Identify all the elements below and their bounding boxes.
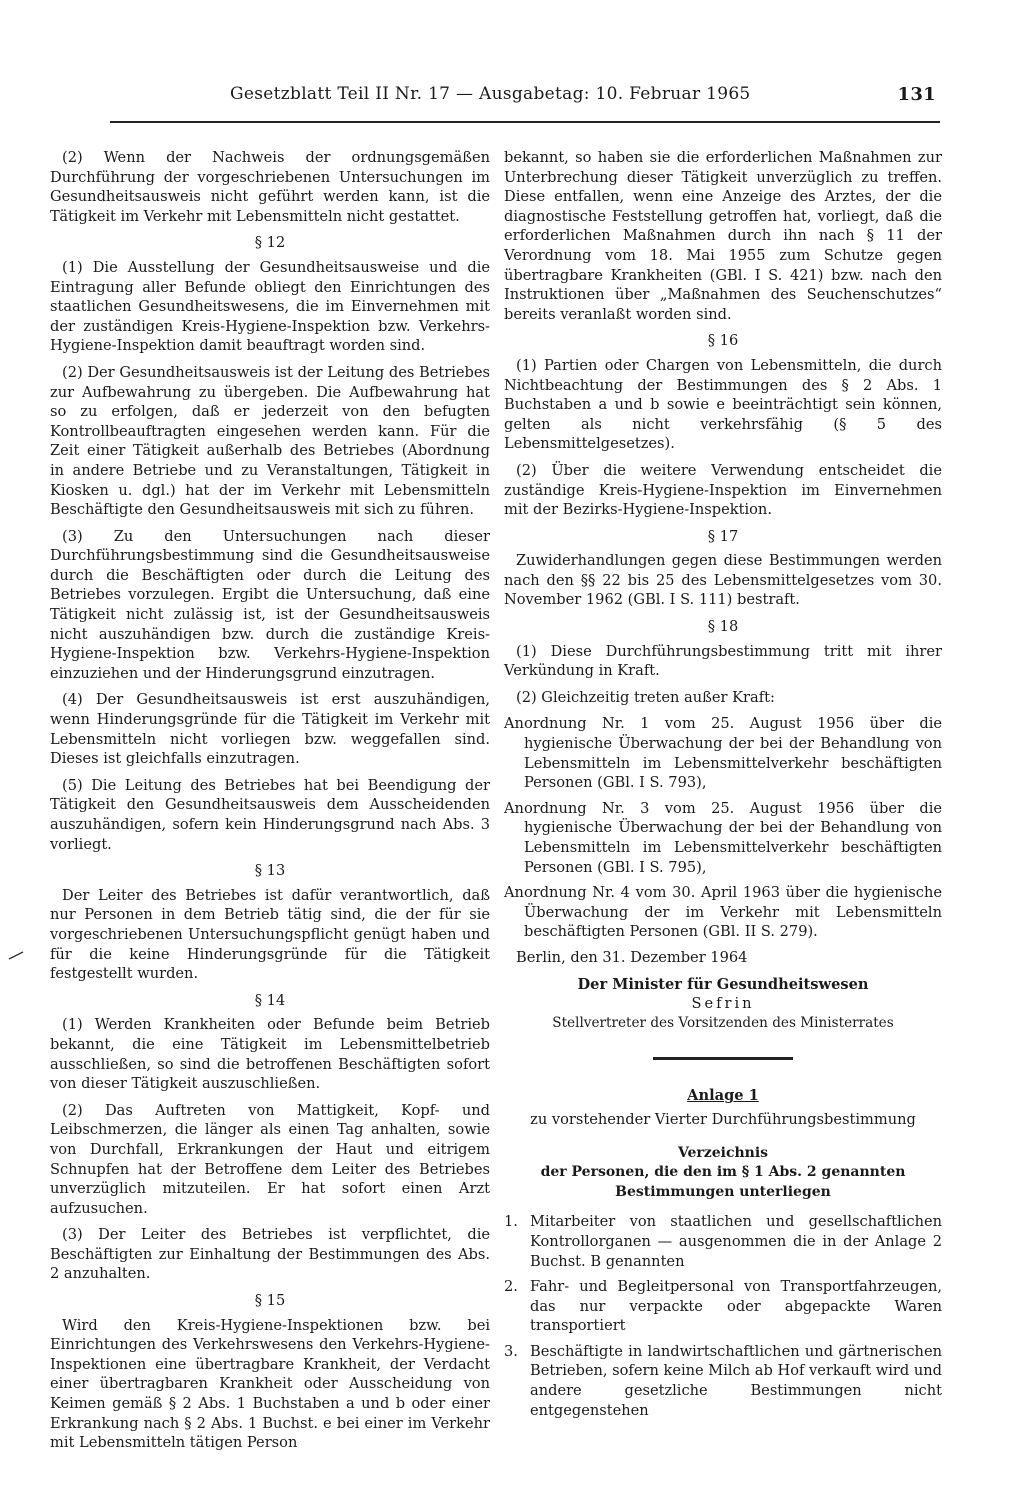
margin-mark (8, 950, 24, 960)
paragraph-s17: Zuwiderhandlungen gegen diese Bestimmungen werden nach den §§ 22 bis 25 des Lebensmittelgesetzes vom 30. November 1962 (GBl. I S. 111) bestraft. (504, 552, 942, 609)
section-18-heading: § 18 (707, 618, 739, 636)
annex-heading: Anlage 1 (687, 1087, 759, 1105)
list-item-number: 2. (504, 1278, 518, 1296)
paragraph-s14-3: (3) Der Leiter des Betriebes ist verpflichtet, die Beschäftigten zur Einhaltung der Bestimmungen des Abs. 2 anzuhalten. (50, 1226, 490, 1283)
paragraph-s12-5: (5) Die Leitung des Betriebes hat bei Beendigung der Tätigkeit den Gesundheitsausweis dem Ausscheidenden auszuhändigen, sofern kein Hinderungsgrund nach Abs. 3 vorliegt. (50, 776, 490, 853)
section-16-heading: § 16 (707, 332, 739, 350)
paragraph-s13: Der Leiter des Betriebes ist dafür verantwortlich, daß nur Personen in dem Betrieb tätig sind, die der für sie vorgeschriebenen Untersuchungspflicht genügt haben und für die keine Hinderungsgründe für die Tätigkeit festgestellt wurden. (50, 886, 490, 983)
paragraph-nachweis: (2) Wenn der Nachweis der ordnungsgemäßen Durchführung der vorgeschriebenen Untersuchungen im Gesundheitsausweis nicht geführt werden kann, ist die Tätigkeit im Verkehr mit Lebensmitteln nicht gestattet. (50, 149, 490, 225)
header-title: Gesetzblatt Teil II Nr. 17 — Ausgabetag: 10. Februar 1965 (230, 84, 751, 104)
paragraph-s14-2: (2) Das Auftreten von Mattigkeit, Kopf- und Leibschmerzen, die länger als einen Tag anhalten, sowie von Durchfall, Erkrankungen der Haut und eitrigem Schnupfen hat der Betroffene dem Leiter des Betriebes unverzüglich mitzuteilen. Er hat sofort einen Arzt aufzusuchen. (50, 1101, 490, 1217)
list-item (504, 1277, 942, 1336)
list-title-2: der Personen, die den im § 1 Abs. 2 genannten (540, 1164, 906, 1181)
paragraph-s18-2: (2) Gleichzeitig treten außer Kraft: (516, 688, 775, 706)
list-item-number: 1. (504, 1213, 518, 1231)
repealed-order-4: Anordnung Nr. 4 vom 30. April 1963 über die hygienische Überwachung der im Verkehr mit Lebensmitteln beschäftigten Personen (GBl. II S. 279). (504, 884, 942, 941)
signing-date: Berlin, den 31. Dezember 1964 (516, 948, 748, 966)
minister-title: Der Minister für Gesundheitswesen (577, 975, 869, 993)
list-item-text: Beschäftigte in landwirtschaftlichen und gärtnerischen Betrieben, sofern keine Milch ab Hof verkauft wird und andere gesetzliche Bestimmungen nicht entgegenstehen (530, 1342, 942, 1419)
signer-name: Sefrin (691, 995, 755, 1013)
paragraph-s18-1: (1) Diese Durchführungsbestimmung tritt mit ihrer Verkündung in Kraft. (504, 642, 942, 680)
section-15-heading: § 15 (254, 1292, 286, 1310)
section-14-heading: § 14 (254, 991, 286, 1009)
section-17-heading: § 17 (707, 527, 739, 545)
paragraph-s15-continued: bekannt, so haben sie die erforderlichen Maßnahmen zur Unterbrechung dieser Tätigkeit unverzüglich zu treffen. Diese entfallen, wenn eine Anzeige des Arztes, der die diagnostische Feststellung getroffen hat, vorliegt, daß die erforderlichen Maßnahmen durch ihn nach § 11 der Verordnung vom 18. Mai 1955 zum Schutze gegen übertragbare Krankheiten (GBl. I S. 421) bzw. nach den Instruktionen über „Maßnahmen des Seuchenschutzes“ bereits veranlaßt worden sind. (504, 149, 942, 323)
list-title-1: Verzeichnis (677, 1144, 769, 1161)
list-item-number: 3. (504, 1342, 518, 1360)
paragraph-s16-1: (1) Partien oder Chargen von Lebensmitteln, die durch Nichtbeachtung der Bestimmungen des § 2 Abs. 1 Buchstaben a und b sowie e beeinträchtigt sein können, gelten als nicht verkehrsfähig (§ 5 des Lebensmittelgesetzes). (504, 356, 942, 453)
list-item-text: Mitarbeiter von staatlichen und gesellschaftlichen Kontrollorganen — ausgenommen die in der Anlage 2 Buchst. B genannten (530, 1213, 942, 1270)
paragraph-s15: Wird den Kreis-Hygiene-Inspektionen bzw. bei Einrichtungen des Verkehrswesens den Verkehrs-Hygiene-Inspektionen eine übertragbare Krankheit, der Verdacht einer übertragbaren Krankheit oder Ausscheidung von Keimen gemäß § 2 Abs. 1 Buchstaben a und b oder einer Erkrankung nach § 2 Abs. 1 Buchst. e bei einer im Verkehr mit Lebensmitteln tätigen Person (50, 1316, 490, 1452)
repealed-order-3: Anordnung Nr. 3 vom 25. August 1956 über die hygienische Überwachung der bei der Behandlung von Lebensmitteln im Lebensmittelverkehr beschäftigten Personen (GBl. I S. 795), (504, 799, 942, 876)
repealed-order-1: Anordnung Nr. 1 vom 25. August 1956 über die hygienische Überwachung der bei der Behandlung von Lebensmitteln im Lebensmittelverkehr beschäftigten Personen (GBl. I S. 793), (504, 715, 942, 792)
section-divider (653, 1057, 793, 1060)
left-column (50, 148, 490, 1460)
page-number: 131 (897, 84, 936, 105)
annex-subtitle: zu vorstehender Vierter Durchführungsbestimmung (530, 1110, 916, 1128)
section-13-heading: § 13 (254, 862, 286, 880)
paragraph-s14-1: (1) Werden Krankheiten oder Befunde beim Betrieb bekannt, die eine Tätigkeit im Lebensmittelbetrieb ausschließen, so sind die betroffenen Beschäftigten sofort von dieser Tätigkeit auszuschließen. (50, 1016, 490, 1093)
list-title-3: Bestimmungen unterliegen (615, 1183, 831, 1200)
section-12-heading: § 12 (254, 234, 286, 252)
signer-title: Stellvertreter des Vorsitzenden des Ministerrates (552, 1014, 894, 1031)
header-rule (110, 121, 940, 123)
paragraph-s16-2: (2) Über die weitere Verwendung entscheidet die zuständige Kreis-Hygiene-Inspektion im Einvernehmen mit der Bezirks-Hygiene-Inspektion. (504, 461, 942, 519)
right-column (504, 148, 942, 1426)
paragraph-s12-4: (4) Der Gesundheitsausweis ist erst auszuhändigen, wenn Hinderungsgründe für die Tätigkeit im Verkehr mit Lebensmitteln nicht vorliegen bzw. weggefallen sind. Dieses ist gleichfalls einzutragen. (50, 691, 490, 768)
list-item (504, 1212, 942, 1271)
paragraph-s12-1: (1) Die Ausstellung der Gesundheitsausweise und die Eintragung aller Befunde obliegt den Einrichtungen des staatlichen Gesundheitswesens, die im Einvernehmen mit der zuständigen Kreis-Hygiene-Inspektion bzw. Verkehrs-Hygiene-Inspektion damit beauftragt worden sind. (50, 258, 490, 355)
paragraph-s12-2: (2) Der Gesundheitsausweis ist der Leitung des Betriebes zur Aufbewahrung zu übergeben. Die Aufbewahrung hat so zu erfolgen, daß er jederzeit von den befugten Kontrollbeauftragten eingesehen werden kann. Für die Zeit einer Tätigkeit außerhalb des Betriebes (Abordnung in andere Betriebe und zu Veranstaltungen, Tätigkeit in Kiosken u. dgl.) hat der im Verkehr mit Lebensmitteln Beschäftigte den Gesundheitsausweis mit sich zu führen. (50, 363, 490, 519)
paragraph-s12-3: (3) Zu den Untersuchungen nach dieser Durchführungsbestimmung sind die Gesundheitsausweise durch die Beschäftigten oder durch die Leitung des Betriebes vorzulegen. Ergibt die Untersuchung, daß eine Tätigkeit nicht zulässig ist, ist der Gesundheitsausweis nicht auszuhändigen bzw. durch die zuständige Kreis-Hygiene-Inspektion bzw. Verkehrs-Hygiene-Inspektion einzuziehen und der Hinderungsgrund einzutragen. (50, 527, 490, 682)
list-item (504, 1342, 942, 1420)
list-item-text: Fahr- und Begleitpersonal von Transportfahrzeugen, das nur verpackte oder abgepackte Waren transportiert (530, 1278, 942, 1335)
page-header (110, 84, 940, 114)
